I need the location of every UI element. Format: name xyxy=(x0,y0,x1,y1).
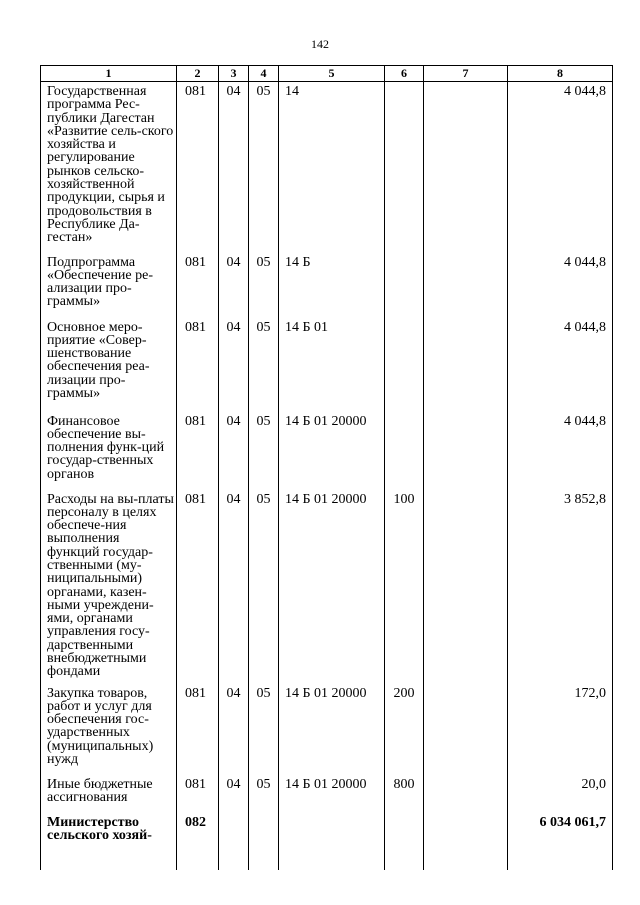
row-col-7 xyxy=(424,250,508,315)
row-subsection xyxy=(249,810,279,870)
column-header-2: 2 xyxy=(177,66,219,82)
column-header-8: 8 xyxy=(508,66,613,82)
row-amount: 4 044,8 xyxy=(508,315,613,409)
row-admin-code: 081 xyxy=(177,82,219,250)
row-target-article: 14 Б 01 20000 xyxy=(279,681,385,772)
column-header-4: 4 xyxy=(249,66,279,82)
row-section: 04 xyxy=(219,772,249,810)
row-amount: 3 852,8 xyxy=(508,487,613,681)
row-admin-code: 081 xyxy=(177,487,219,681)
row-col-7 xyxy=(424,772,508,810)
row-subsection: 05 xyxy=(249,681,279,772)
row-subsection: 05 xyxy=(249,82,279,250)
row-col-7 xyxy=(424,409,508,487)
row-target-article: 14 xyxy=(279,82,385,250)
row-name: Государственная программа Рес-публики Дагестан «Развитие сель-ского хозяйства и регулирование рынков сельско-хозяйственной продукции, сырья и продовольствия в Республике Да-гестан» xyxy=(41,82,177,250)
row-name: Закупка товаров, работ и услуг для обеспечения гос-ударственных (муниципальных) нужд xyxy=(41,681,177,772)
row-name: Подпрограмма «Обеспечение ре-ализации про-граммы» xyxy=(41,250,177,315)
row-admin-code: 082 xyxy=(177,810,219,870)
row-col-7 xyxy=(424,315,508,409)
row-section: 04 xyxy=(219,487,249,681)
row-admin-code: 081 xyxy=(177,250,219,315)
row-section: 04 xyxy=(219,315,249,409)
table-row xyxy=(41,82,613,250)
row-name: Иные бюджетные ассигнования xyxy=(41,772,177,810)
table-row xyxy=(41,250,613,315)
table-row xyxy=(41,487,613,681)
row-target-article: 14 Б xyxy=(279,250,385,315)
row-subsection: 05 xyxy=(249,487,279,681)
row-amount: 6 034 061,7 xyxy=(508,810,613,870)
table-row xyxy=(41,681,613,772)
row-amount: 20,0 xyxy=(508,772,613,810)
table-row xyxy=(41,772,613,810)
row-col-7 xyxy=(424,82,508,250)
row-section xyxy=(219,810,249,870)
column-header-5: 5 xyxy=(279,66,385,82)
column-header-row xyxy=(41,66,613,82)
row-expense-type: 100 xyxy=(385,487,424,681)
row-col-7 xyxy=(424,810,508,870)
row-name: Финансовое обеспечение вы-полнения функ-ций государ-ственных органов xyxy=(41,409,177,487)
row-expense-type: 800 xyxy=(385,772,424,810)
table-row xyxy=(41,409,613,487)
row-name: Министерство сельского хозяй- xyxy=(41,810,177,870)
table-body xyxy=(41,82,613,870)
row-amount: 4 044,8 xyxy=(508,250,613,315)
row-name: Основное меро-приятие «Совер-шенствование обеспечения реа-лизации про-граммы» xyxy=(41,315,177,409)
row-col-7 xyxy=(424,487,508,681)
column-header-1: 1 xyxy=(41,66,177,82)
column-header-6: 6 xyxy=(385,66,424,82)
column-header-7: 7 xyxy=(424,66,508,82)
row-section: 04 xyxy=(219,409,249,487)
row-expense-type xyxy=(385,315,424,409)
row-amount: 4 044,8 xyxy=(508,82,613,250)
row-expense-type xyxy=(385,250,424,315)
row-admin-code: 081 xyxy=(177,772,219,810)
page-number: 142 xyxy=(311,37,329,51)
budget-table-grid xyxy=(40,65,613,870)
table-row xyxy=(41,315,613,409)
row-expense-type: 200 xyxy=(385,681,424,772)
row-amount: 4 044,8 xyxy=(508,409,613,487)
row-expense-type xyxy=(385,810,424,870)
row-target-article xyxy=(279,810,385,870)
row-subsection: 05 xyxy=(249,250,279,315)
row-subsection: 05 xyxy=(249,772,279,810)
row-section: 04 xyxy=(219,681,249,772)
row-amount: 172,0 xyxy=(508,681,613,772)
column-header-3: 3 xyxy=(219,66,249,82)
row-target-article: 14 Б 01 20000 xyxy=(279,772,385,810)
row-section: 04 xyxy=(219,82,249,250)
row-expense-type xyxy=(385,82,424,250)
row-target-article: 14 Б 01 20000 xyxy=(279,409,385,487)
row-target-article: 14 Б 01 xyxy=(279,315,385,409)
row-subsection: 05 xyxy=(249,409,279,487)
table-row xyxy=(41,810,613,870)
row-section: 04 xyxy=(219,250,249,315)
row-admin-code: 081 xyxy=(177,409,219,487)
row-admin-code: 081 xyxy=(177,315,219,409)
budget-table xyxy=(40,65,612,870)
row-name: Расходы на вы-платы персоналу в целях обеспече-ния выполнения функций государ-ственными (му-ниципальными) органами, казен-ными учреждени-ями, органами управления госу-дарственными внебюджетными фондами xyxy=(41,487,177,681)
row-admin-code: 081 xyxy=(177,681,219,772)
row-subsection: 05 xyxy=(249,315,279,409)
row-col-7 xyxy=(424,681,508,772)
row-target-article: 14 Б 01 20000 xyxy=(279,487,385,681)
row-expense-type xyxy=(385,409,424,487)
